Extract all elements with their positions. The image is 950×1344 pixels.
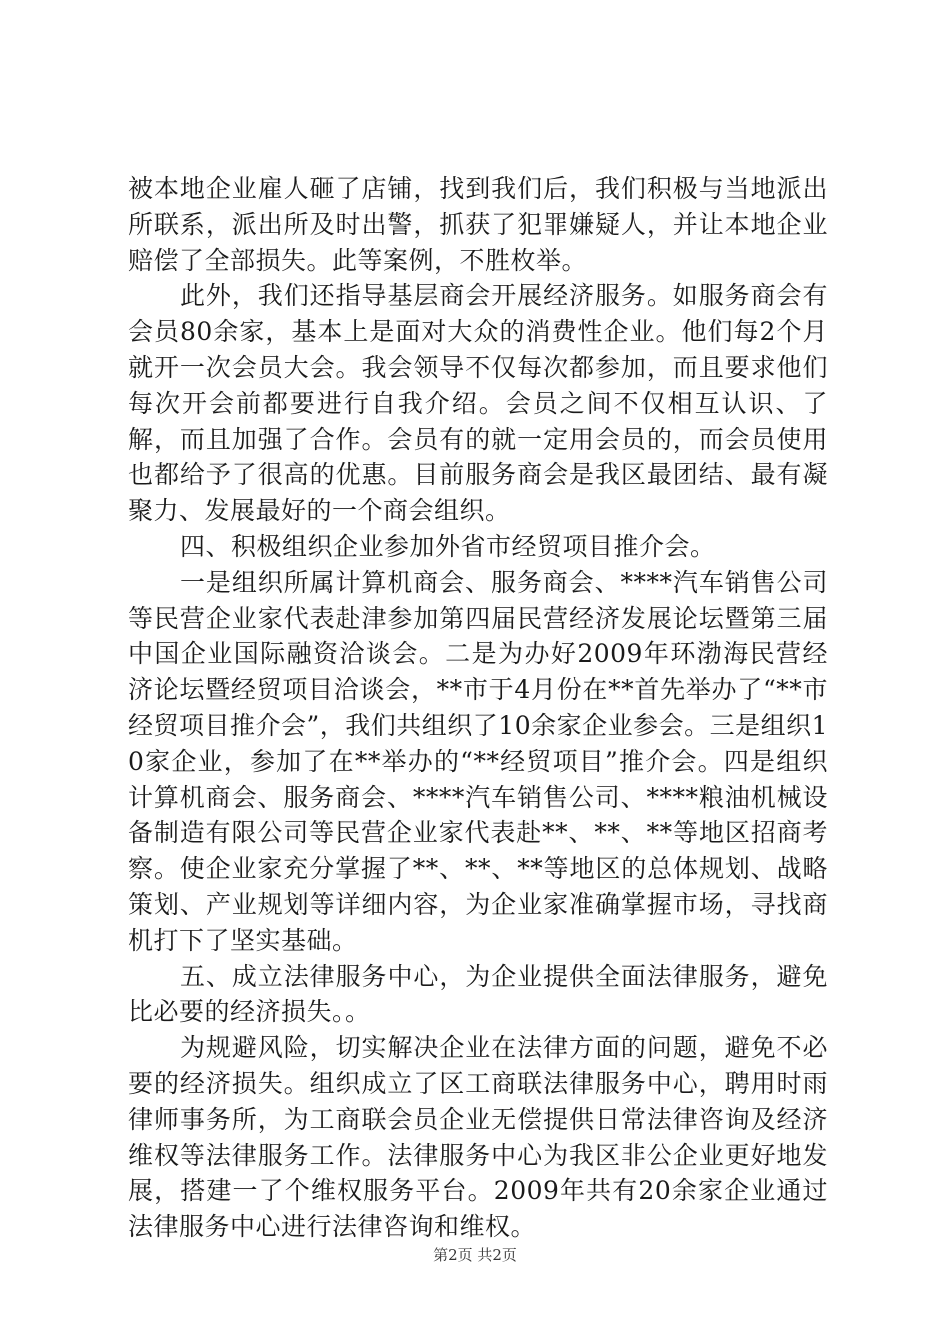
section-heading-5: 五、成立法律服务中心，为企业提供全面法律服务，避免比必要的经济损失。。 (128, 961, 828, 1027)
paragraph-1: 被本地企业雇人砸了店铺，找到我们后，我们积极与当地派出所联系，派出所及时出警，抓获了犯罪嫌疑人，并让本地企业赔偿了全部损失。此等案例，不胜枚举。 (128, 174, 828, 275)
paragraph-2: 此外，我们还指导基层商会开展经济服务。如服务商会有会员80余家，基本上是面对大众的消费性企业。他们每2个月就开一次会员大会。我会领导不仅每次都参加，而且要求他们每次开会前都要进行自我介绍。会员之间不仅相互认识、了解，而且加强了合作。会员有的就一定用会员的，而会员使用也都给予了很高的优惠。目前服务商会是我区最团结、最有凝聚力、发展最好的一个商会组织。 (128, 281, 828, 526)
page-number-footer: 第2页 共2页 (433, 1246, 517, 1264)
document-body (128, 171, 828, 1245)
paragraph-3: 一是组织所属计算机商会、服务商会、****汽车销售公司等民营企业家代表赴津参加第四届民营经济发展论坛暨第三届中国企业国际融资洽谈会。二是为办好2009年环渤海民营经济论坛暨经贸项目洽谈会，**市于4月份在**首先举办了“**市经贸项目推介会”，我们共组织了10余家企业参会。三是组织10家企业，参加了在**举办的“**经贸项目”推介会。四是组织计算机商会、服务商会、****汽车销售公司、****粮油机械设备制造有限公司等民营企业家代表赴**、**、**等地区招商考察。使企业家充分掌握了**、**、**等地区的总体规划、战略策划、产业规划等详细内容，为企业家准确掌握市场，寻找商机打下了坚实基础。 (128, 567, 829, 955)
section-heading-4: 四、积极组织企业参加外省市经贸项目推介会。 (180, 531, 716, 561)
paragraph-4: 为规避风险，切实解决企业在法律方面的问题，避免不必要的经济损失。组织成立了区工商联法律服务中心，聘用时雨律师事务所，为工商联会员企业无偿提供日常法律咨询及经济维权等法律服务工作。法律服务中心为我区非公企业更好地发展，搭建一了个维权服务平台。2009年共有20余家企业通过法律服务中心进行法律咨询和维权。 (128, 1033, 828, 1242)
